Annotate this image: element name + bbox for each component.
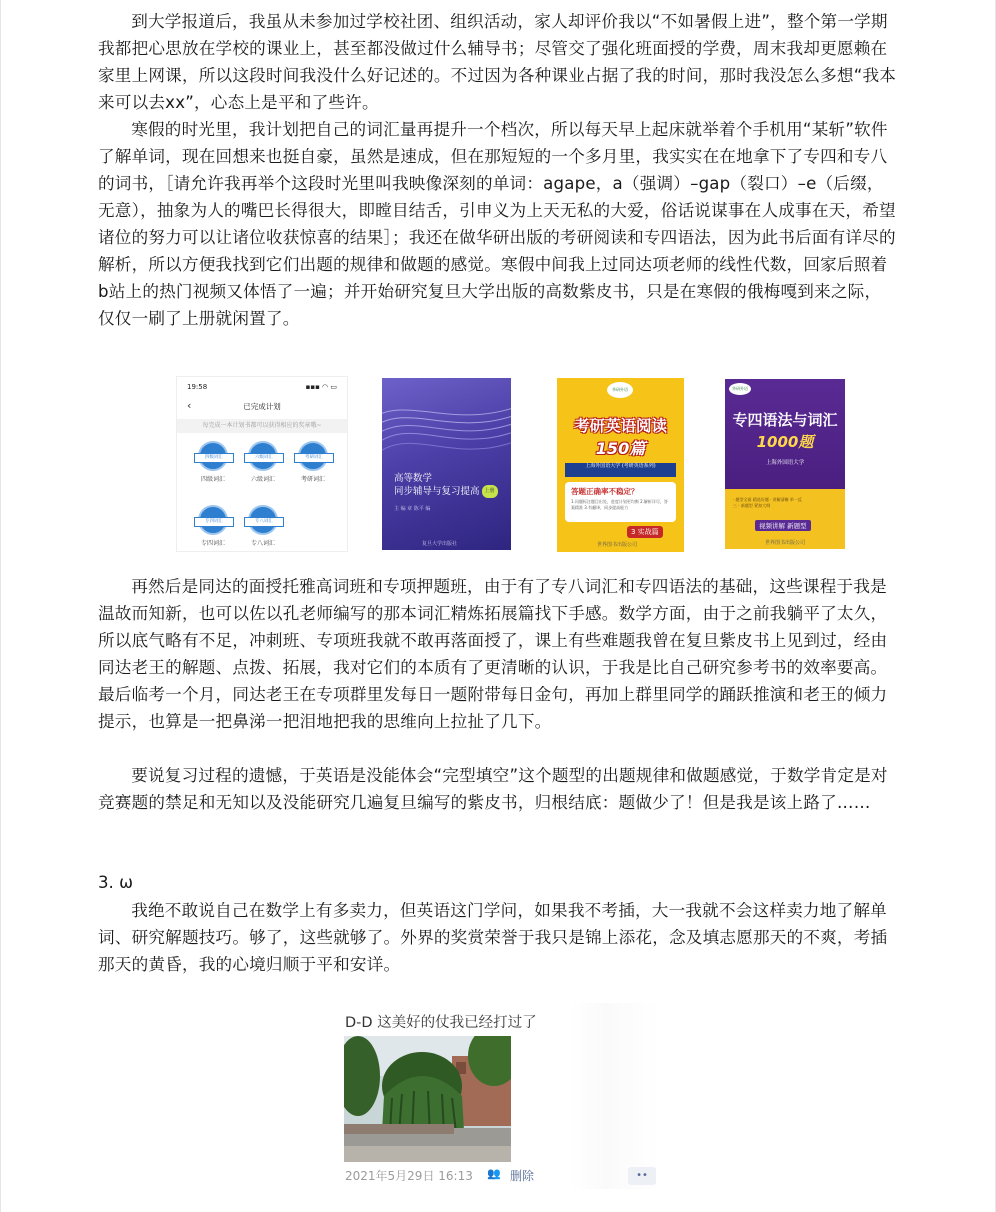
delete-link[interactable]: 删除 <box>510 1169 535 1183</box>
grammar-book-publisher: 世界图书出版公司 <box>765 540 806 546</box>
more-options-button[interactable]: •• <box>628 1167 656 1185</box>
weeping-tree-photo <box>344 1036 511 1162</box>
paragraph-winter-break: 寒假的时光里，我计划把自己的词汇量再提升一个档次，所以每天早上起床就举着个手机用“某斩”软件了解单词，现在回想来也挺自豪，虽然是速成，但在那短短的一个多月里，我实实在在地拿下了专四和专八的词书，［请允许我再举个这段时光里叫我映像深刻的单词：agape，a（强调）–gap（裂口）–e（后缀，无意），抽象为人的嘴巴长得很大，即瞠目结舌，引申义为上天无私的大爱，俗话说谋事在人成事在天，希望诸位的努力可以让诸位收获惊喜的结果］；我还在做华研出版的考研阅读和专四语法，因为此书后面有详尽的解析，所以方便我找到它们出题的规律和做题的感觉。寒假中间我上过同达项老师的线性代数，回家后照着b站上的热门视频又体悟了一遍；并开始研究复旦大学出版的高数紫皮书，只是在寒假的俄梅嘎到来之际，仅仅一刷了上册就闲置了。 <box>98 120 896 328</box>
phone-screenshot-image <box>176 376 348 552</box>
section-heading: 3. ω <box>98 873 134 892</box>
phone-time: 19:58 <box>187 383 208 391</box>
reading-book-count: 150篇 <box>595 439 646 458</box>
medal-icon: 六级词汇 <box>248 441 278 471</box>
paragraph-regrets: 要说复习过程的遗憾，于英语是没能体会“完型填空”这个题型的出题规律和做题感觉，于数学肯定是对竞赛题的禁足和无知以及没能研究几遍复旦编写的紫皮书，归根结底：题做少了！但是我是该上路了…… <box>98 766 888 812</box>
math-book-authors: 主 编 章 陈平 编 <box>394 506 431 512</box>
math-book-title-line1: 高等数学 <box>394 473 433 484</box>
reading-book-question: 答题正确率不稳定？ <box>571 487 639 496</box>
moment-timestamp: 2021年5月29日 16:13 <box>345 1169 473 1183</box>
huayan-logo-icon: 华研外语 <box>607 382 633 398</box>
moment-photo-tree <box>344 1036 511 1162</box>
grammar-book-title: 专四语法与词汇 <box>732 411 838 429</box>
math-book-cover-image <box>382 378 511 550</box>
reading-book-series: 3 实战篇 <box>627 526 663 538</box>
badge-tem4: 专四词汇 专四词汇 <box>194 505 232 547</box>
medal-icon: 专四词汇 <box>198 505 228 535</box>
phone-status-icons: ▪▪▪ ◠ ▭ <box>305 383 337 391</box>
math-book-publisher: 复旦大学出版社 <box>422 541 458 547</box>
medal-icon: 四级词汇 <box>198 441 228 471</box>
paragraph-closing: 我绝不敢说自己在数学上有多卖力，但英语这门学问，如果我不考插，大一我就不会这样卖力地了解单词、研究解题技巧。够了，这些就够了。外界的奖赏荣誉于我只是锦上添花，念及填志愿那天的不爽，考插那天的黄昏，我的心境归顺于平和安详。 <box>98 901 888 974</box>
badge-tem8: 专八词汇 专八词汇 <box>244 505 282 547</box>
grammar-book-count: 1000题 <box>756 433 814 451</box>
phone-screen-title: 已完成计划 <box>243 402 281 411</box>
people-icon: 👥 <box>487 1167 501 1180</box>
huayan-logo-icon: 华研外语 <box>729 383 751 395</box>
reading-book-title: 考研英语阅读 <box>573 417 667 435</box>
reading-book-band: 上海外国语大学 (考研英语系列) <box>565 463 676 477</box>
badge-cet4: 四级词汇 四级词汇 <box>194 441 232 483</box>
moments-post-screenshot <box>339 1003 661 1189</box>
medal-icon: 专八词汇 <box>248 505 278 535</box>
phone-banner: 每完成一本计划书都可以获得相应的奖章哦~ <box>177 419 347 433</box>
image-row <box>1 376 996 556</box>
reading-book-publisher: 世界图书出版公司 <box>597 542 638 548</box>
reading-book-selling-points: 1.问题标注题目出处，进度计划更均衡 2.解析详尽，答案精准 3.有翻译，同步提高能力 <box>571 499 668 510</box>
medal-icon: 考研词汇 <box>298 441 328 471</box>
grammar-book-video-badge: 视频讲解 新题型 <box>755 520 811 531</box>
grammar-book-points: · 题型全面 精选好题 · 讲解清晰 举一反三 · 新题型 紧扣大纲 <box>733 497 802 508</box>
math-book-volume-tag: 上册 <box>482 485 498 498</box>
badge-cet6: 六级词汇 六级词汇 <box>244 441 282 483</box>
math-book-title-line2: 同步辅导与复习提高 <box>394 486 480 497</box>
paragraph-university: 到大学报道后，我虽从未参加过学校社团、组织活动，家人却评价我以“不如暑假上进”，整个第一学期我都把心思放在学校的课业上，甚至都没做过什么辅导书；尽管交了强化班面授的学费，周末我却更愿赖在家里上网课，所以这段时间我没什么好记述的。不过因为各种课业占据了我的时间，那时我没怎么多想“我本来可以去xx”，心态上是平和了些许。 <box>98 12 897 112</box>
back-chevron-icon: ‹ <box>187 399 192 412</box>
reading-book-question-box <box>565 482 676 522</box>
badge-kaoyan: 考研词汇 考研词汇 <box>294 441 332 483</box>
moment-text: D-D 这美好的仗我已经打过了 <box>345 1015 537 1031</box>
grammar-book-school: 上海外国语大学 <box>765 460 805 466</box>
reading-book-cover-image <box>557 378 684 552</box>
grammar-book-cover-image <box>725 379 845 549</box>
wave-pattern-decoration <box>382 388 511 478</box>
paragraph-face-to-face-classes: 再然后是同达的面授托雅高词班和专项押题班，由于有了专八词汇和专四语法的基础，这些课程于我是温故而知新，也可以佐以孔老师编写的那本词汇精炼拓展篇找下手感。数学方面，由于之前我躺平了太久，所以底气略有不足，冲刺班、专项班我就不敢再落面授了，课上有些难题我曾在复旦紫皮书上见到过，经由同达老王的解题、点拨、拓展，我对它们的本质有了更清晰的认识，于我是比自己研究参考书的效率要高。最后临考一个月，同达老王在专项群里发每日一题附带每日金句，再加上群里同学的踊跃推演和老王的倾力提示，也算是一把鼻涕一把泪地把我的思维向上拉扯了几下。 <box>98 577 888 731</box>
